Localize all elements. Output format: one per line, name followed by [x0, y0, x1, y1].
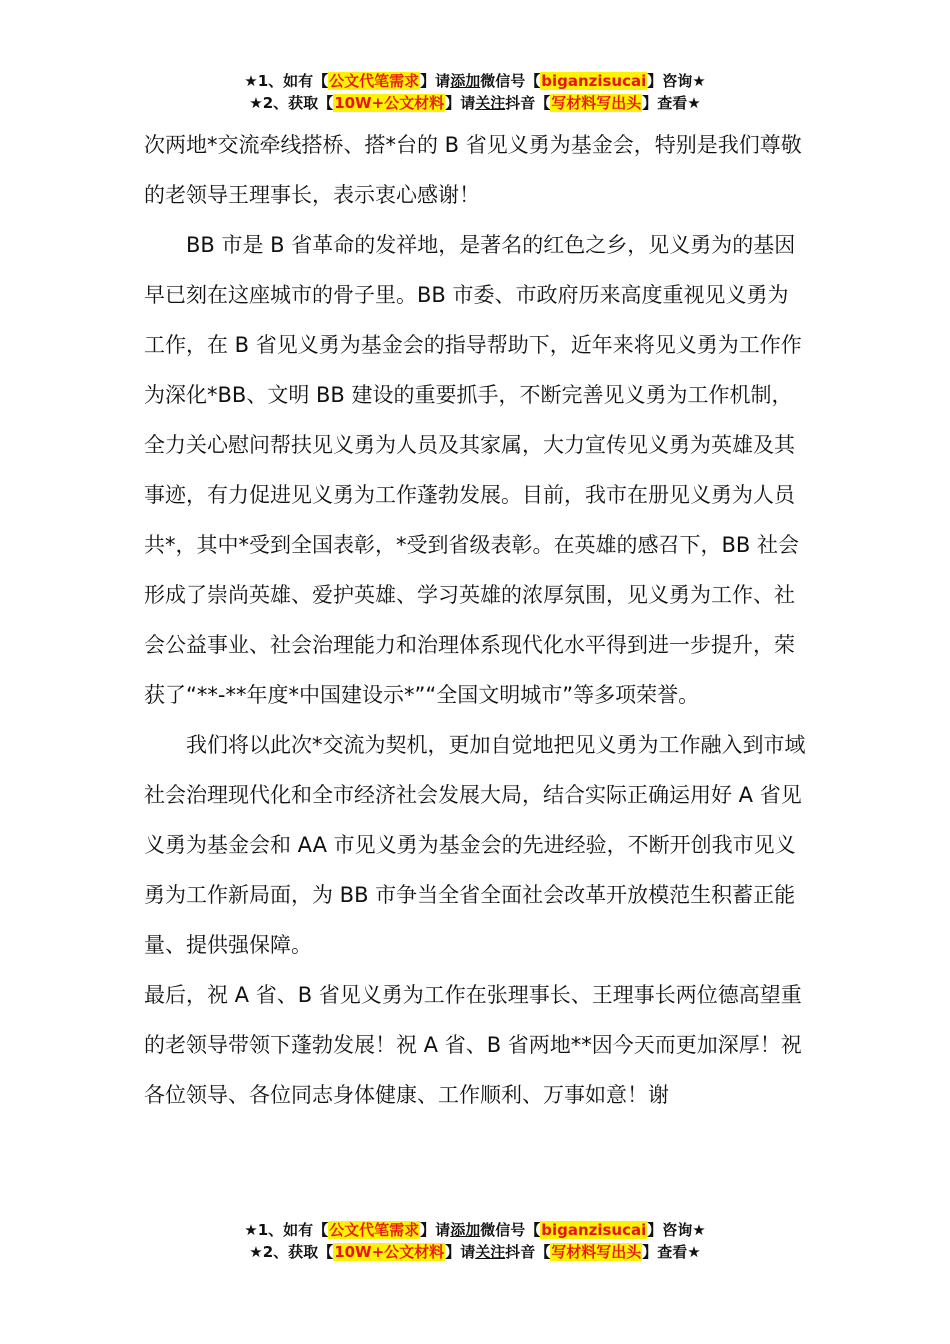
notice-text: 】请: [420, 72, 451, 90]
notice-text: 微信号【: [480, 72, 541, 90]
notice-text: 】咨询★: [647, 72, 706, 90]
notice-text: 】请: [445, 1243, 476, 1261]
paragraph-city-intro: BB 市是 B 省革命的发祥地，是著名的红色之乡，见义勇为的基因早已刻在这座城市的骨子里。BB 市委、市政府历来高度重视见义勇为工作，在 B 省见义勇为基金会的指导帮助下，近年来将见义勇为工作作为深化*BB、文明 BB 建设的重要抓手，不断完善见义勇为工作机制，全力关心慰问帮扶见义勇为人员及其家属，大力宣传见义勇为英雄及其事迹，有力促进见义勇为工作蓬勃发展。目前，我市在册见义勇为人员共*，其中*受到全国表彰，*受到省级表彰。在英雄的感召下，BB 社会形成了崇尚英雄、爱护英雄、学习英雄的浓厚氛围，见义勇为工作、社会公益事业、社会治理能力和治理体系现代化水平得到进一步提升，荣获了“**-**年度*中国建设示*”“全国文明城市”等多项荣誉。: [144, 233, 802, 707]
notice-text: 】查看★: [642, 94, 701, 112]
paragraph-closing-wishes: 最后，祝 A 省、B 省见义勇为工作在张理事长、王理事长两位德高望重的老领导带领下蓬勃发展！祝 A 省、B 省两地**因今天而更加深厚！祝各位领导、各位同志身体健康、工作顺利、万事如意！谢: [144, 983, 802, 1107]
notice-text: 抖音【: [505, 94, 551, 112]
notice-line-1: [0, 1219, 950, 1241]
notice-text: 】咨询★: [647, 1221, 706, 1239]
notice-emphasis: 关注: [475, 94, 506, 112]
notice-line-1: [0, 70, 950, 92]
paragraph-future-plans: 我们将以此次*交流为契机，更加自觉地把见义勇为工作融入到市域社会治理现代化和全市经济社会发展大局，结合实际正确运用好 A 省见义勇为基金会和 AA 市见义勇为基金会的先进经验，不断开创我市见义勇为工作新局面，为 BB 市争当全省全面社会改革开放模范生积蓄正能量、提供强保障。: [144, 733, 806, 957]
notice-text: ★2、获取【: [249, 94, 334, 112]
notice-line-2: [0, 1241, 950, 1263]
materials-highlight: 10W+公文材料: [334, 1243, 445, 1261]
notice-text: ★2、获取【: [249, 1243, 334, 1261]
notice-text: 】查看★: [642, 1243, 701, 1261]
douyin-account-highlight: 写材料写出头: [551, 94, 642, 112]
notice-text: ★1、如有【: [244, 1221, 329, 1239]
notice-text: 抖音【: [505, 1243, 551, 1261]
service-highlight: 公文代笔需求: [329, 1221, 420, 1239]
service-highlight: 公文代笔需求: [329, 72, 420, 90]
wechat-id-highlight: biganzisucai: [541, 72, 647, 90]
notice-text: 微信号【: [480, 1221, 541, 1239]
notice-text: 】请: [445, 94, 476, 112]
paragraph-thanks: 次两地*交流牵线搭桥、搭*台的 B 省见义勇为基金会，特别是我们尊敬的老领导王理事长，表示衷心感谢！: [144, 133, 802, 207]
document-body: [144, 120, 808, 1120]
notice-emphasis: 添加: [450, 1221, 481, 1239]
notice-emphasis: 添加: [450, 72, 481, 90]
wechat-id-highlight: biganzisucai: [541, 1221, 647, 1239]
materials-highlight: 10W+公文材料: [334, 94, 445, 112]
douyin-account-highlight: 写材料写出头: [551, 1243, 642, 1261]
notice-text: ★1、如有【: [244, 72, 329, 90]
footer-notice-banner: [0, 1219, 950, 1263]
notice-emphasis: 关注: [475, 1243, 506, 1261]
notice-line-2: [0, 92, 950, 114]
notice-text: 】请: [420, 1221, 451, 1239]
header-notice-banner: [0, 70, 950, 114]
